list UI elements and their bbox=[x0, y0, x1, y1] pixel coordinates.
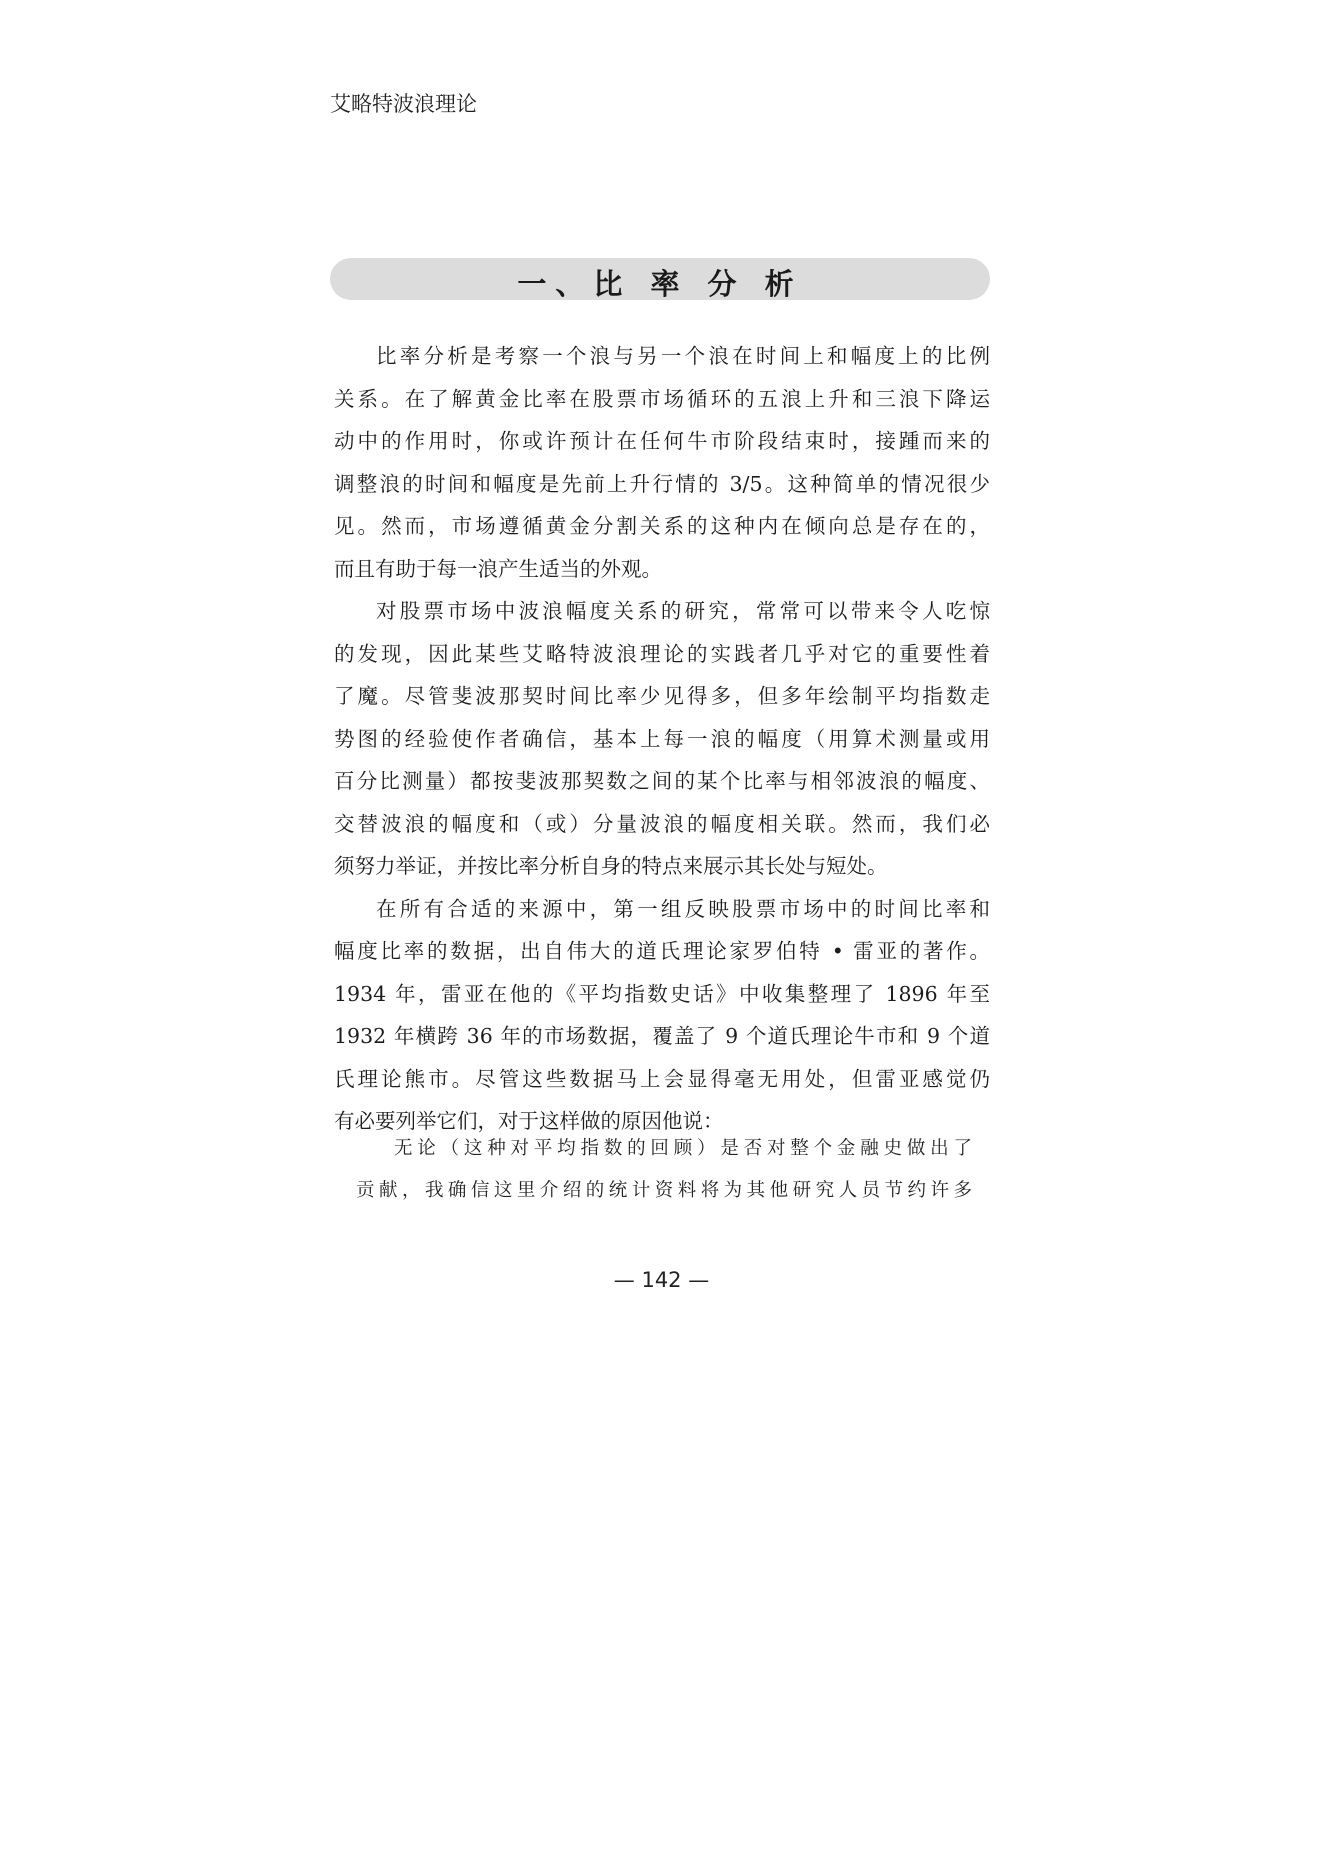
text-line: 氏理论熊市。尽管这些数据马上会显得毫无用处，但雷亚感觉仍 bbox=[334, 1066, 990, 1091]
quote-line: 贡献，我确信这里介绍的统计资料将为其他研究人员节约许多 bbox=[356, 1180, 972, 1201]
paragraph-1 bbox=[334, 335, 990, 590]
text-line: 比率分析是考察一个浪与另一个浪在时间上和幅度上的比例 bbox=[376, 344, 990, 368]
text-line: 调整浪的时间和幅度是先前上升行情的 3/5。这种简单的情况很少 bbox=[334, 471, 990, 496]
text-line: 而且有助于每一浪产生适当的外观。 bbox=[334, 556, 662, 581]
section-title-banner bbox=[330, 258, 990, 300]
text-line: 幅度比率的数据，出自伟大的道氏理论家罗伯特 • 雷亚的著作。 bbox=[334, 939, 990, 963]
paragraph-3 bbox=[334, 888, 990, 1143]
body-text bbox=[334, 335, 990, 1143]
quote-line: 无论（这种对平均指数的回顾）是否对整个金融史做出了 bbox=[394, 1138, 972, 1159]
text-line: 势图的经验使作者确信，基本上每一浪的幅度（用算术测量或用 bbox=[334, 726, 990, 751]
text-line: 对股票市场中波浪幅度关系的研究，常常可以带来令人吃惊 bbox=[376, 599, 990, 623]
text-line: 1934 年，雷亚在他的《平均指数史话》中收集整理了 1896 年至 bbox=[334, 981, 990, 1006]
text-line: 动中的作用时，你或许预计在任何牛市阶段结束时，接踵而来的 bbox=[334, 429, 990, 453]
text-line: 见。然而，市场遵循黄金分割关系的这种内在倾向总是存在的， bbox=[334, 514, 990, 538]
text-line: 百分比测量）都按斐波那契数之间的某个比率与相邻波浪的幅度、 bbox=[334, 769, 990, 793]
text-line: 1932 年横跨 36 年的市场数据，覆盖了 9 个道氏理论牛市和 9 个道 bbox=[334, 1024, 990, 1048]
page-number: — 142 — bbox=[613, 1268, 710, 1292]
text-line: 关系。在了解黄金比率在股票市场循环的五浪上升和三浪下降运 bbox=[334, 386, 990, 411]
text-line: 了魔。尽管斐波那契时间比率少见得多，但多年绘制平均指数走 bbox=[334, 684, 990, 708]
text-line: 的发现，因此某些艾略特波浪理论的实践者几乎对它的重要性着 bbox=[334, 641, 990, 666]
paragraph-2 bbox=[334, 590, 990, 888]
running-head: 艾略特波浪理论 bbox=[330, 92, 477, 116]
text-line: 有必要列举它们，对于这样做的原因他说： bbox=[334, 1109, 724, 1133]
section-title: 一、比 率 分 析 bbox=[517, 267, 803, 301]
block-quote bbox=[356, 1128, 972, 1212]
text-line: 在所有合适的来源中，第一组反映股票市场中的时间比率和 bbox=[376, 896, 990, 921]
text-line: 须努力举证，并按比率分析自身的特点来展示其长处与短处。 bbox=[334, 854, 888, 878]
text-line: 交替波浪的幅度和（或）分量波浪的幅度相关联。然而，我们必 bbox=[334, 811, 990, 836]
